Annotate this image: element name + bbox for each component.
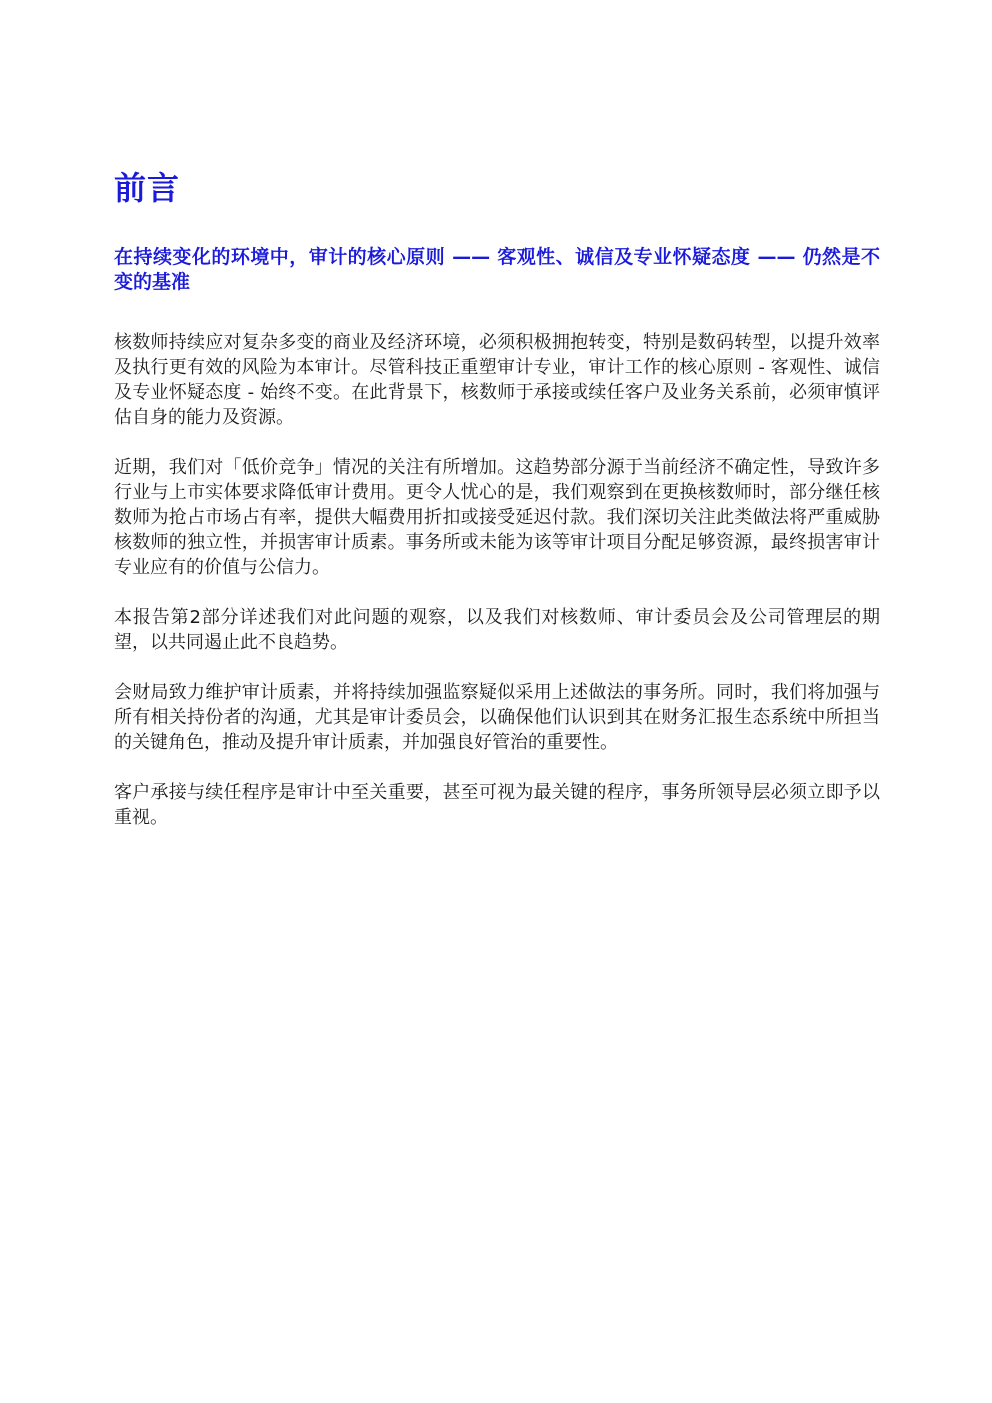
document-page	[114, 166, 880, 830]
page-subtitle: 在持续变化的环境中，审计的核心原则 —— 客观性、诚信及专业怀疑态度 —— 仍然是不变的基准	[114, 246, 880, 293]
page-title: 前言	[114, 169, 181, 207]
body-paragraph-5: 客户承接与续任程序是审计中至关重要，甚至可视为最关键的程序，事务所领导层必须立即予以重视。	[114, 782, 880, 828]
body-paragraph-3: 本报告第2部分详述我们对此问题的观察，以及我们对核数师、审计委员会及公司管理层的期望，以共同遏止此不良趋势。	[114, 607, 880, 653]
body-paragraph-2: 近期，我们对「低价竞争」情况的关注有所增加。这趋势部分源于当前经济不确定性，导致许多行业与上市实体要求降低审计费用。更令人忧心的是，我们观察到在更换核数师时，部分继任核数师为抢占市场占有率，提供大幅费用折扣或接受延迟付款。我们深切关注此类做法将严重威胁核数师的独立性，并损害审计质素。事务所或未能为该等审计项目分配足够资源，最终损害审计专业应有的价值与公信力。	[114, 457, 880, 578]
body-paragraph-4: 会财局致力维护审计质素，并将持续加强监察疑似采用上述做法的事务所。同时，我们将加强与所有相关持份者的沟通，尤其是审计委员会，以确保他们认识到其在财务汇报生态系统中所担当的关键角色，推动及提升审计质素，并加强良好管治的重要性。	[114, 682, 880, 753]
body-paragraph-1: 核数师持续应对复杂多变的商业及经济环境，必须积极拥抱转变，特别是数码转型，以提升效率及执行更有效的风险为本审计。尽管科技正重塑审计专业，审计工作的核心原则 - 客观性、诚信及专业怀疑态度 - 始终不变。在此背景下，核数师于承接或续任客户及业务关系前，必须审慎评估自身的能力及资源。	[114, 332, 880, 428]
